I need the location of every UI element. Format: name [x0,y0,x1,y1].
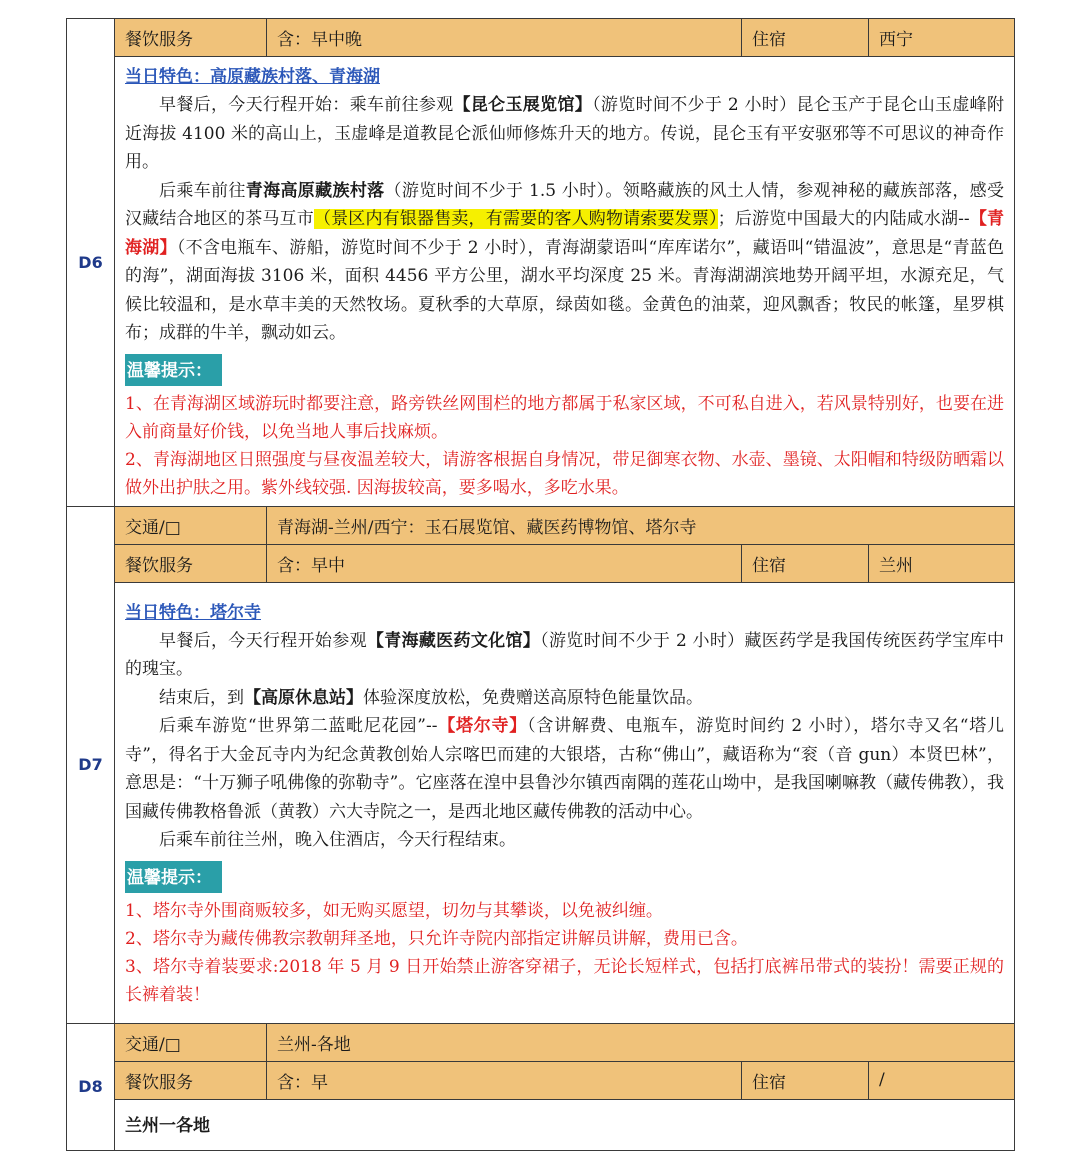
d7-transport-row [67,506,1015,544]
d7-meals-value: 含：早中 [267,544,742,582]
d6-lodging-value: 西宁 [869,19,1015,57]
d6-content-row [67,57,1015,507]
d8-lodging-value: / [869,1061,1015,1099]
d8-transport-value: 兰州-各地 [267,1023,1015,1061]
d6-warning-1: 1、在青海湖区域游玩时都要注意，路旁铁丝网围栏的地方都属于私家区域，不可私自进入，若风景特别好，也要在进入前商量好价钱，以免当地人事后找麻烦。 [125,393,1004,442]
itinerary-table [66,18,1015,1151]
d8-meals-row [67,1061,1015,1099]
d8-title: 兰州一各地 [125,1115,210,1136]
d6-meals-row [67,19,1015,57]
meals-label: 餐饮服务 [115,544,267,582]
d8-content-row [67,1099,1015,1150]
d6-tip-title: 温馨提示： [125,354,222,386]
d7-content [115,582,1015,1023]
transport-label: 交通/□ [115,1023,267,1061]
d6-paragraph-1: 早餐后，今天行程开始：乘车前往参观【昆仑玉展览馆】（游览时间不少于 2 小时）昆仑玉产于昆仑山玉虚峰附近海拔 4100 米的高山上，玉虚峰是道教昆仑派仙师修炼升天的地方。传说，昆仑玉有平安驱邪等不可思议的神奇作用。 [125,95,1005,172]
lodging-label: 住宿 [742,544,869,582]
d7-paragraph-2: 结束后，到【高原休息站】体验深度放松，免费赠送高原特色能量饮品。 [159,687,703,708]
d7-lodging-value: 兰州 [869,544,1015,582]
d8-content [115,1099,1015,1150]
transport-label: 交通/□ [115,506,267,544]
itinerary-page [66,18,1014,1151]
d7-paragraph-3: 后乘车游览“世界第二蓝毗尼花园”--【塔尔寺】（含讲解费、电瓶车，游览时间约 2 小时），塔尔寺又名“塔儿寺”，得名于大金瓦寺内为纪念黄教创始人宗喀巴而建的大银塔，古称“佛山”，藏语称为“衮（音 gun）本贤巴林”，意思是：“十万狮子吼佛像的弥勒寺”。它座落在湟中县鲁沙尔镇西南隅的莲花山坳中，是我国喇嘛教（藏传佛教），我国藏传佛教格鲁派（黄教）六大寺院之一，是西北地区藏传佛教的活动中心。 [125,716,1005,822]
day-label-d6: D6 [67,19,115,507]
day-label-d8: D8 [67,1023,115,1150]
d6-highlight: （景区内有银器售卖，有需要的客人购物请索要发票） [313,209,718,229]
d8-meals-value: 含：早 [267,1061,742,1099]
meals-label: 餐饮服务 [115,19,267,57]
d7-meals-row [67,544,1015,582]
d6-warning-2: 2、青海湖地区日照强度与昼夜温差较大，请游客根据自身情况，带足御寒衣物、水壶、墨镜、太阳帽和特级防晒霜以做外出护肤之用。紫外线较强. 因海拔较高，要多喝水，多吃水果。 [125,449,1004,498]
meals-label: 餐饮服务 [115,1061,267,1099]
d7-warning-3: 3、塔尔寺着装要求:2018 年 5 月 9 日开始禁止游客穿裙子，无论长短样式，包括打底裤吊带式的装扮！需要正规的长裤着装！ [125,956,1004,1005]
d7-transport-value: 青海湖-兰州/西宁：玉石展览馆、藏医药博物馆、塔尔寺 [267,506,1015,544]
lodging-label: 住宿 [742,19,869,57]
d7-warning-1: 1、塔尔寺外围商贩较多，如无购买愿望，切勿与其攀谈，以免被纠缠。 [125,900,663,921]
day-label-d7: D7 [67,506,115,1023]
d6-meals-value: 含：早中晚 [267,19,742,57]
d7-warning-2: 2、塔尔寺为藏传佛教宗教朝拜圣地，只允许寺院内部指定讲解员讲解，费用已含。 [125,928,748,949]
d6-feature: 当日特色：高原藏族村落、青海湖 [125,67,380,87]
d6-paragraph-2: 后乘车前往青海高原藏族村落（游览时间不少于 1.5 小时）。领略藏族的风土人情，参观神秘的藏族部落，感受汉藏结合地区的茶马互市（景区内有银器售卖，有需要的客人购物请索要发票）；后游览中国最大的内陆咸水湖--【青海湖】（不含电瓶车、游船，游览时间不少于 2 小时），青海湖蒙语叫“库库诺尔”，藏语叫“错温波”，意思是“青蓝色的海”，湖面海拔 3106 米，面积 4456 平方公里，湖水平均深度 25 米。青海湖湖滨地势开阔平坦，水源充足，气候比较温和，是水草丰美的天然牧场。夏秋季的大草原，绿茵如毯。金黄色的油菜，迎风飘香；牧民的帐篷，星罗棋布；成群的牛羊，飘动如云。 [125,180,1005,343]
d7-paragraph-4: 后乘车前往兰州，晚入住酒店，今天行程结束。 [159,830,516,850]
d7-feature: 当日特色：塔尔寺 [125,602,261,623]
d7-content-row [67,582,1015,1023]
d7-paragraph-1: 早餐后，今天行程开始参观【青海藏医药文化馆】（游览时间不少于 2 小时）藏医药学是我国传统医药学宝库中的瑰宝。 [125,630,1005,679]
d6-content [115,57,1015,507]
d7-tip-title: 温馨提示： [125,861,222,893]
d8-transport-row [67,1023,1015,1061]
lodging-label: 住宿 [742,1061,869,1099]
